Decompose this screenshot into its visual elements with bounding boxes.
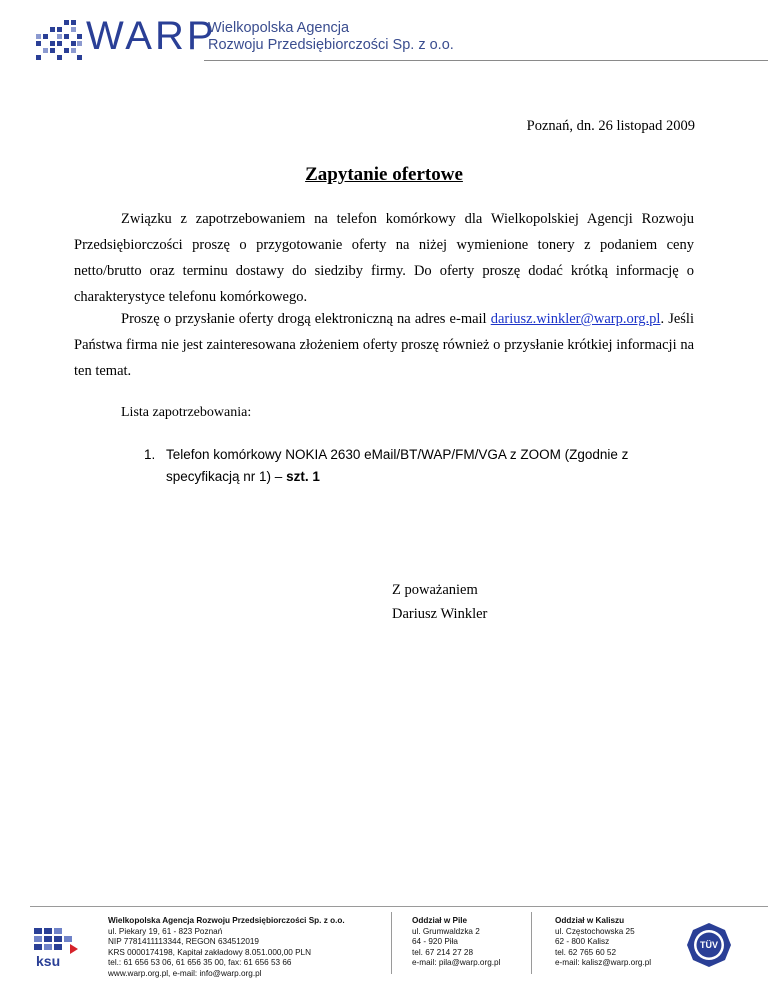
footer-main-line1: ul. Piekary 19, 61 - 823 Poznań <box>108 926 223 936</box>
list-item-description: Telefon komórkowy NOKIA 2630 eMail/BT/WAP/FM/VGA z ZOOM (Zgodnie z specyfikacją nr 1) – <box>166 447 629 484</box>
warp-logo-wordmark: WARP <box>86 14 217 58</box>
footer-branch-pila <box>412 916 500 969</box>
warp-logo-mark-icon <box>34 20 82 60</box>
footer-pila-line1: ul. Grumwaldzka 2 <box>412 926 480 936</box>
footer-main-line2: NIP 7781411113344, REGON 634512019 <box>108 937 259 947</box>
footer-main-line3: KRS 0000174198, Kapitał zakładowy 8.051.000,00 PLN <box>108 947 312 957</box>
footer-main-title: Wielkopolska Agencja Rozwoju Przedsiębiorczości Sp. z o.o. <box>108 916 345 925</box>
logo-sub-line1: Wielkopolska Agencja <box>208 20 350 36</box>
signature-name: Dariusz Winkler <box>392 606 488 622</box>
ksu-logo-text: ksu <box>36 953 61 968</box>
footer-divider <box>30 906 768 907</box>
document-title: Zapytanie ofertowe <box>305 164 463 185</box>
footer-headquarters <box>108 916 345 980</box>
footer-pila-title: Oddział w Pile <box>412 916 468 925</box>
closing-salutation: Z poważaniem <box>392 582 478 598</box>
list-item-quantity: szt. 1 <box>286 469 320 484</box>
warp-logo-subtitle <box>208 20 454 54</box>
footer-divider-vertical <box>391 912 392 974</box>
footer-pila-line4: e-mail: pila@warp.org.pl <box>412 958 501 968</box>
footer-kalisz-line1: ul. Częstochowska 25 <box>555 926 635 936</box>
date-line: Poznań, dn. 26 listopad 2009 <box>526 118 695 134</box>
logo-sub-line2: Rozwoju Przedsiębiorczości Sp. z o.o. <box>208 37 454 53</box>
tuv-certificate-icon <box>686 922 732 968</box>
footer-kalisz-line2: 62 - 800 Kalisz <box>555 937 610 947</box>
footer-kalisz-line4: e-mail: kalisz@warp.org.pl <box>555 958 652 968</box>
footer-branch-kalisz <box>555 916 651 969</box>
paragraph-contact-after: . Jeśli Państwa firma nie jest zainteresowana złożeniem oferty proszę również o przysłanie krótkiej informacji na ten temat. <box>74 311 694 379</box>
ksu-logo-icon <box>34 928 78 968</box>
header-divider <box>204 60 768 61</box>
footer-pila-line3: tel. 67 214 27 28 <box>412 947 474 957</box>
paragraph-request-text: Związku z zapotrzebowaniem na telefon komórkowy dla Wielkopolskiej Agencji Rozwoju Przedsiębiorczości proszę o przygotowanie oferty na niżej wymienione tonery z podaniem ceny netto/brutto oraz terminu dostawy do siedziby firmy. Do oferty proszę dodać krótką informację o charakterystyce telefonu komórkowego. <box>74 211 694 305</box>
requirements-list <box>144 444 696 488</box>
email-link[interactable]: dariusz.winkler@warp.org.pl <box>490 311 661 327</box>
footer-divider-vertical <box>531 912 532 974</box>
list-item-text <box>166 444 696 488</box>
paragraph-request <box>74 206 694 310</box>
paragraph-contact-before: Proszę o przysłanie oferty drogą elektroniczną na adres e-mail <box>121 311 491 327</box>
footer-kalisz-line3: tel. 62 765 60 52 <box>555 947 617 957</box>
footer-main-line5: www.warp.org.pl, e-mail: info@warp.org.pl <box>108 968 262 978</box>
paragraph-contact <box>74 306 694 384</box>
footer-pila-line2: 64 - 920 Piła <box>412 937 458 947</box>
closing-block <box>392 578 487 626</box>
footer-main-line4: tel.: 61 656 53 06, 61 656 35 00, fax: 61 656 53 66 <box>108 958 292 968</box>
list-item-number: 1. <box>144 447 156 462</box>
tuv-logo-text: TÜV <box>700 940 718 950</box>
list-heading: Lista zapotrzebowania: <box>121 405 252 420</box>
footer-kalisz-title: Oddział w Kaliszu <box>555 916 625 925</box>
list-item <box>144 444 696 488</box>
